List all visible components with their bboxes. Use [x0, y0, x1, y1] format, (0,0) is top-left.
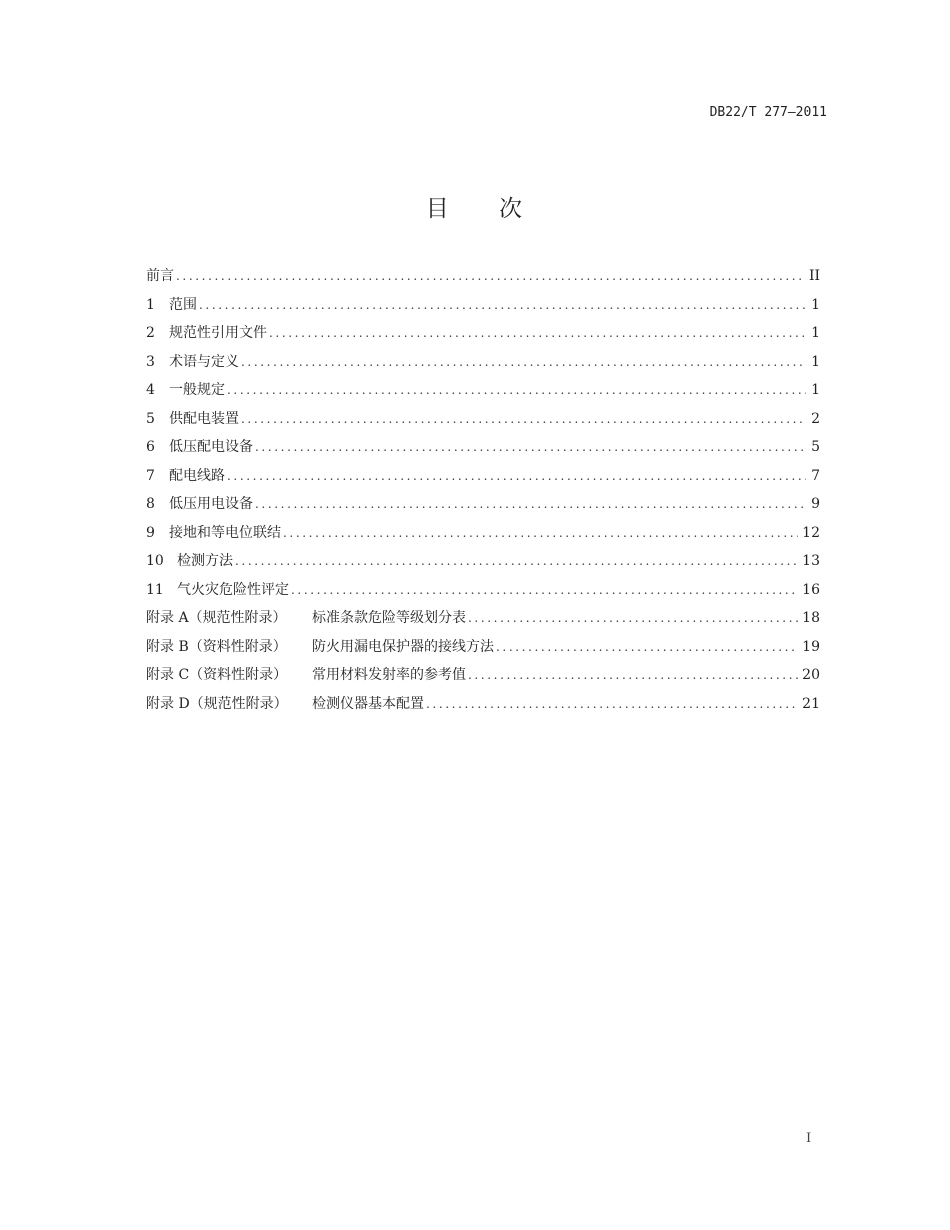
toc-entry[interactable]: [146, 547, 820, 576]
toc-entry-title: 前言: [146, 268, 174, 284]
toc-entry-page: 18: [802, 610, 820, 626]
toc-entry[interactable]: [146, 462, 820, 491]
toc-entry-page: 9: [811, 496, 820, 512]
toc-entry-title: 术语与定义: [169, 353, 239, 370]
toc-entry-page: 19: [802, 638, 820, 655]
toc-entry-title: 标准条款危险等级划分表: [312, 610, 466, 626]
toc-entry-title: 供配电装置: [169, 410, 239, 427]
toc-dot-leader: [235, 547, 798, 576]
toc-entry-number: 8: [146, 496, 155, 512]
toc-entry-title: 气火灾危险性评定: [177, 581, 289, 598]
toc-entry-page: 2: [811, 410, 820, 427]
toc-entry[interactable]: [146, 319, 820, 348]
page-title-part2: 次: [499, 196, 525, 222]
toc-entry[interactable]: [146, 490, 820, 519]
toc-entry-page: 5: [811, 439, 820, 455]
page-title: [0, 190, 950, 223]
toc-dot-leader: [199, 291, 806, 320]
toc-entry-number: 6: [146, 439, 155, 455]
toc-dot-leader: [468, 604, 798, 633]
toc-dot-leader: [283, 519, 798, 548]
toc-entry-page: 1: [811, 296, 820, 313]
toc-entry-title: 规范性引用文件: [169, 325, 267, 341]
toc-entry-title: 一般规定: [169, 382, 225, 398]
toc-entry-title: 防火用漏电保护器的接线方法: [312, 638, 494, 655]
toc-entry-title: 低压用电设备: [169, 496, 253, 512]
toc-entry-title: 检测仪器基本配置: [312, 695, 424, 712]
toc-entry-page: 1: [811, 325, 820, 341]
toc-entry-page: 1: [811, 382, 820, 398]
toc-entry-page: 21: [802, 695, 820, 712]
toc-entry[interactable]: [146, 433, 820, 462]
toc-entry[interactable]: [146, 633, 820, 662]
toc-entry[interactable]: [146, 576, 820, 605]
toc-dot-leader: [291, 576, 798, 605]
document-code: DB22/T 277—2011: [709, 105, 827, 120]
toc-entry-page: 20: [802, 667, 820, 683]
toc-entry-appendix-label: 附录 A（规范性附录）: [146, 610, 287, 626]
toc-dot-leader: [468, 661, 798, 690]
toc-entry-title: 配电线路: [169, 467, 225, 484]
toc-dot-leader: [241, 405, 806, 434]
toc-entry[interactable]: [146, 690, 820, 719]
toc-entry-number: 9: [146, 524, 155, 541]
toc-entry-number: 1: [146, 296, 155, 313]
toc-dot-leader: [426, 690, 798, 719]
toc-entry-title: 常用材料发射率的参考值: [312, 667, 466, 683]
toc-entry-appendix-label: 附录 B（资料性附录）: [146, 638, 287, 655]
toc-dot-leader: [269, 319, 806, 348]
toc-dot-leader: [241, 348, 806, 377]
toc-entry[interactable]: [146, 291, 820, 320]
toc-entry-page: 13: [802, 553, 820, 569]
toc-entry[interactable]: [146, 405, 820, 434]
toc-entry[interactable]: [146, 519, 820, 548]
toc-entry-title: 检测方法: [177, 553, 233, 569]
toc-entry[interactable]: [146, 604, 820, 633]
toc-entry-title: 范围: [169, 296, 197, 313]
toc-entry-appendix-label: 附录 C（资料性附录）: [146, 667, 288, 683]
toc-entry-number: 5: [146, 410, 155, 427]
toc-entry-title: 接地和等电位联结: [169, 524, 281, 541]
toc-entry-page: 12: [802, 524, 820, 541]
toc-entry[interactable]: [146, 661, 820, 690]
toc-entry-page: 7: [811, 467, 820, 484]
toc-dot-leader: [227, 376, 806, 405]
page-number: I: [806, 1131, 812, 1146]
toc-entry-number: 11: [146, 581, 164, 598]
toc-entry[interactable]: [146, 376, 820, 405]
table-of-contents: [146, 262, 820, 718]
page-title-part1: 目: [425, 196, 451, 222]
toc-entry-number: 2: [146, 325, 155, 341]
toc-entry[interactable]: [146, 348, 820, 377]
toc-entry-page: 1: [811, 353, 820, 370]
toc-dot-leader: [227, 462, 806, 491]
toc-entry-number: 10: [146, 553, 164, 569]
toc-entry-page: 16: [802, 581, 820, 598]
toc-entry-appendix-label: 附录 D（规范性附录）: [146, 695, 288, 712]
toc-entry-page: II: [808, 268, 820, 284]
toc-dot-leader: [255, 433, 806, 462]
toc-dot-leader: [496, 633, 798, 662]
toc-entry-number: 7: [146, 467, 155, 484]
toc-entry[interactable]: [146, 262, 820, 291]
toc-entry-title: 低压配电设备: [169, 439, 253, 455]
toc-dot-leader: [176, 262, 805, 291]
toc-entry-number: 3: [146, 353, 155, 370]
toc-entry-number: 4: [146, 382, 155, 398]
toc-dot-leader: [255, 490, 806, 519]
